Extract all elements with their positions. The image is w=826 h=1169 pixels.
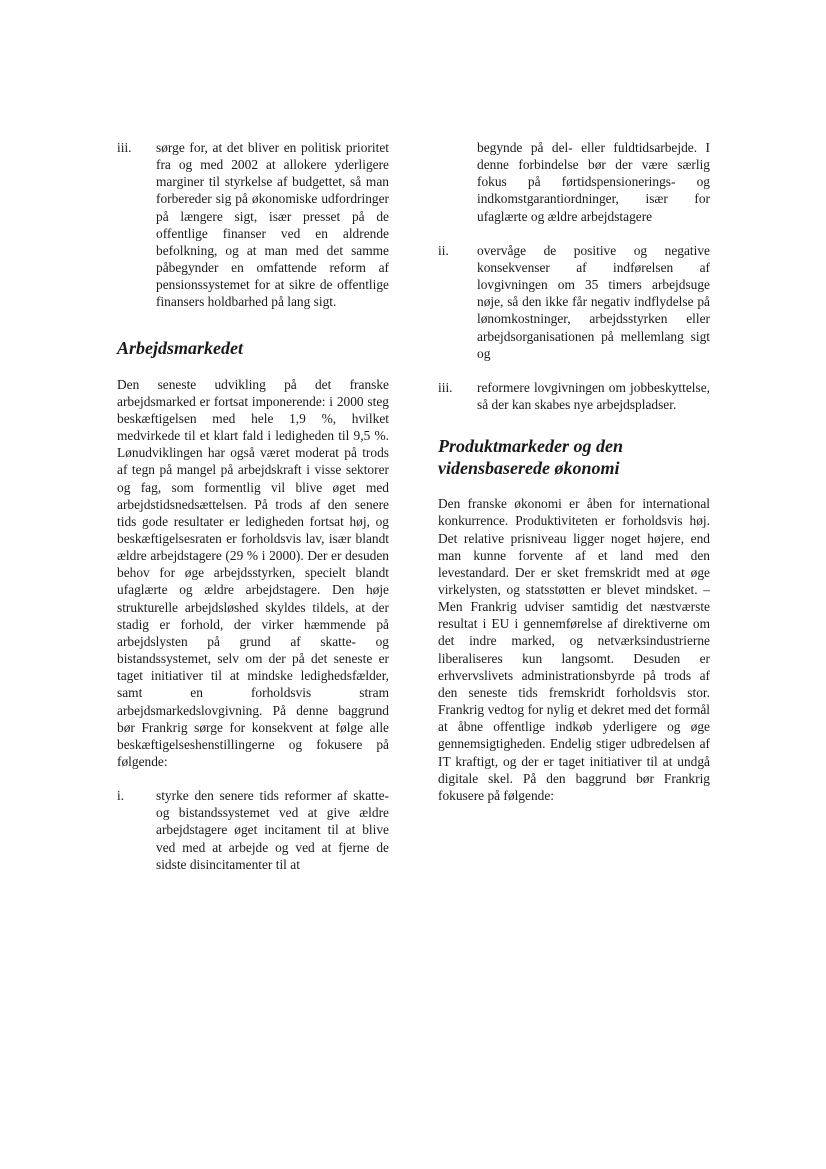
section-heading-labour-market: Arbejdsmarkedet <box>117 337 243 358</box>
list-item-ii <box>438 242 710 362</box>
list-item-iii-right <box>438 379 710 413</box>
list-item-i <box>117 787 389 873</box>
left-column <box>117 139 389 890</box>
list-number: iii. <box>438 379 453 395</box>
list-number: iii. <box>117 140 132 155</box>
body-paragraph-labour-market: Den seneste udvikling på det franske arbejdsmarked er fortsat imponerende: i 2000 steg beskæftigelsen med hele 1,9 %, hvilket medvirkede til et klart fald i ledigheden til 9,5 %. Lønudviklingen har også været moderat på trods af tegn på mangel på arbejdskraft i visse sektorer og fag, som formentlig vil blive øget med arbejdstidsnedsættelsen. På trods af den senere tids gode resultater er ledigheden fortsat høj, og beskæftigelsesraten er forholdsvis lav, især blandt ældre arbejdstagere (29 % i 2000). Der er desuden behov for øge arbejdsstyrken, specielt blandt ufaglærte og ældre arbejdstagere. Den høje strukturelle arbejdsløshed skyldes tildels, at der stadig er forhold, der virker hæmmende på arbejdslysten på grund af skatte- og bistandssystemet, selv om der på det seneste er taget initiativer til at mindske ledighedsfælder, samt en forholdsvis stram arbejdsmarkedslovgivning. På denne baggrund bør Frankrig sørge for konsekvent at følge alle beskæftigelseshenstillingerne og fokusere på følgende: <box>117 376 389 769</box>
list-text: sørge for, at det bliver en politisk prioritet fra og med 2002 at allokere yderligere marginer til styrkelse af budgettet, så man forbereder sig på økonomiske udfordringer på længere sigt, især presset på de offentlige finanser ved en aldrende befolkning, og at man med det samme påbegynder en omfattende reform af pensionssystemet for at sikre de offentlige finansers holdbarhed på lang sigt. <box>156 140 389 310</box>
list-number: i. <box>117 788 125 804</box>
list-text: overvåge de positive og negative konsekvenser af indførelsen af lovgivningen om 35 timers arbejdsuge nøje, så den ikke får negativ indflydelse på lønomkostninger, arbejdsstyrken eller arbejdsorganisationen på mellemlang sigt og <box>477 242 710 361</box>
body-paragraph-product-markets: Den franske økonomi er åben for international konkurrence. Produktiviteten er forholdsvis høj. Det relative prisniveau ligger noget højere, end man kunne forvente af et land med den levestandard. Der er sket fremskridt med at øge virkelysten, og statsstøtten er blevet mindsket. –Men Frankrig udviser samtidig det næstværste resultat i EU i gennemførelse af direktiverne om det indre marked, og netværksindustrierne liberaliseres kun langsomt. Desuden er erhvervslivets administrationsbyrde på trods af den seneste tids fremskridt forholdsvis stor. Frankrig vedtog for nylig et dekret med det formål at åbne offentlige indkøb yderligere og øge gennemsigtigheden. Endelig stiger udbredelsen af IT kraftigt, og der er taget initiativer til at undgå digitale skel. På den baggrund bør Frankrig fokusere på følgende: <box>438 496 710 803</box>
list-text: reformere lovgivningen om jobbeskyttelse, så der kan skabes nye arbejdspladser. <box>477 379 710 413</box>
list-text: styrke den senere tids reformer af skatte- og bistandssystemet ved at give ældre arbejdstagere øget incitament til at blive ved med at arbejde og ved at fjerne de sidste disincitamenter til at <box>156 788 389 872</box>
list-item-iii-left <box>117 139 389 311</box>
list-item-continuation: begynde på del- eller fuldtidsarbejde. I denne forbindelse bør der være særlig fokus på førtidspensionerings- og indkomstgarantiordninger, især for ufaglærte og ældre arbejdstagere <box>477 140 710 224</box>
list-number: ii. <box>438 242 449 258</box>
right-column <box>438 139 710 804</box>
section-heading-product-markets: Produktmarkeder og den vidensbaserede økonomi <box>438 436 624 479</box>
